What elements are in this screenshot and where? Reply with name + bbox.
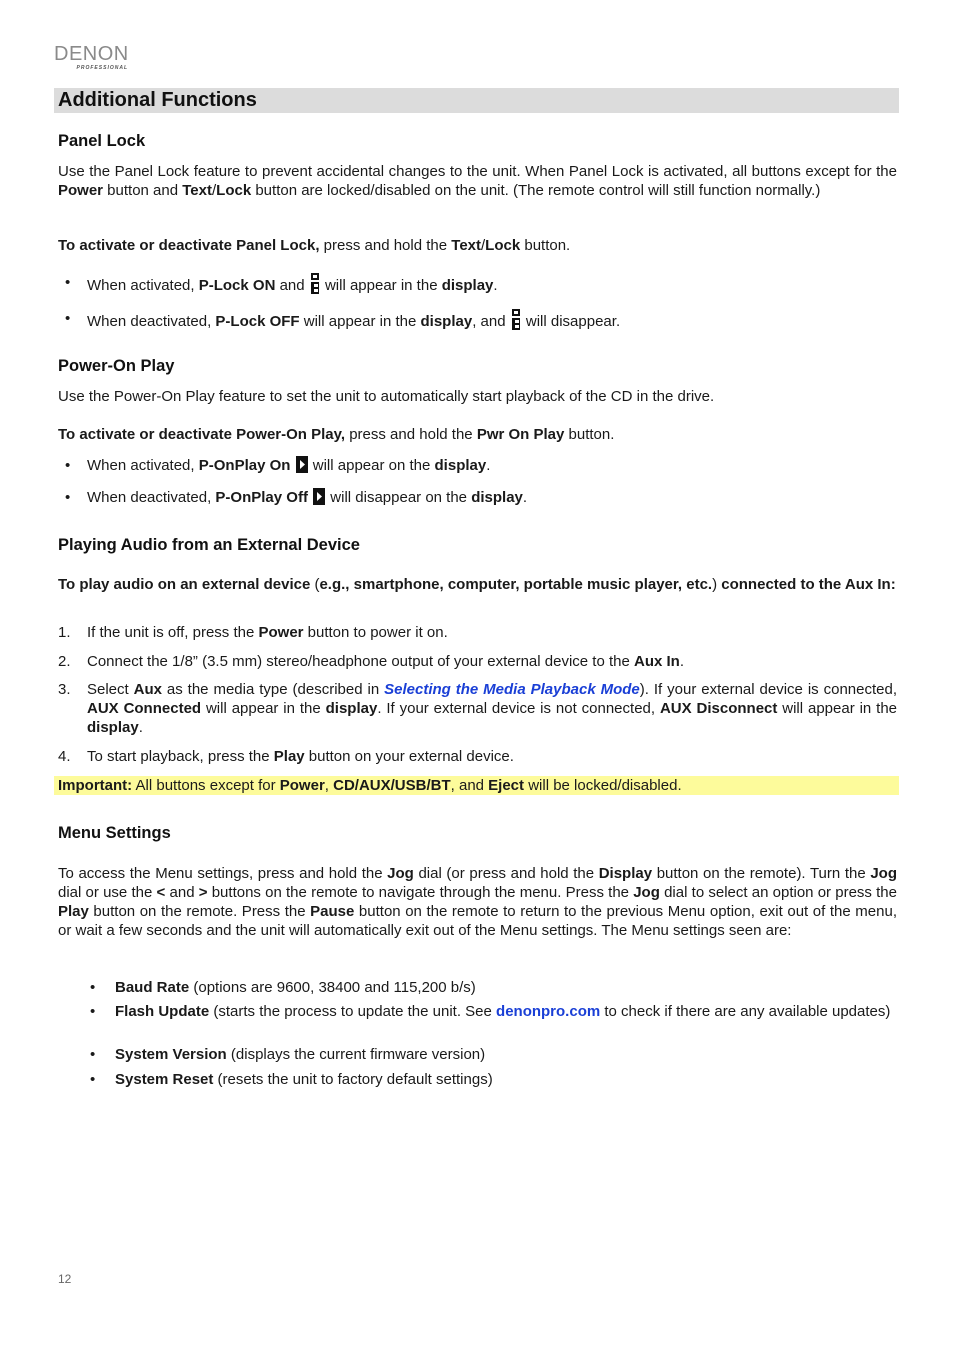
menu-item-system-reset: System Reset (resets the unit to factory default settings) — [115, 1071, 493, 1088]
menu-settings-heading: Menu Settings — [58, 824, 171, 842]
panel-lock-heading: Panel Lock — [58, 132, 146, 150]
bullet-dot: • — [65, 489, 71, 506]
bullet-dot: • — [65, 310, 71, 327]
step-number: 4. — [58, 748, 71, 765]
menu-settings-intro: To access the Menu settings, press and hold the Jog dial (or press and hold the Display button on the remote). Turn the Jog dial or use the < and > buttons on the remote to navigate through the menu. Press the Jog dial to select an option or press the Play button on the remote. Press the Pause button on the remote to return to the previous Menu option, exit out of the menu, or wait a few seconds and the unit will automatically exit out of the Menu settings. The Menu settings seen are: — [58, 865, 897, 939]
bullet-dot: • — [65, 274, 71, 291]
step-1: If the unit is off, press the Power button to power it on. — [87, 624, 448, 641]
step-2: Connect the 1/8” (3.5 mm) stereo/headphone output of your external device to the Aux In. — [87, 653, 685, 670]
important-note: Important: All buttons except for Power, CD/AUX/USB/BT, and Eject will be locked/disabled. — [58, 777, 682, 794]
denonpro-link[interactable]: denonpro.com — [496, 1003, 601, 1020]
power-on-play-intro: Use the Power-On Play feature to set the unit to automatically start playback of the CD in the drive. — [58, 388, 715, 405]
step-number: 3. — [58, 681, 71, 698]
logo-main-text: DENON — [54, 43, 129, 65]
bullet-dot: • — [90, 979, 96, 996]
step-number: 2. — [58, 653, 71, 670]
external-device-heading: Playing Audio from an External Device — [58, 536, 360, 554]
play-icon — [296, 456, 308, 473]
section-title: Additional Functions — [58, 89, 257, 111]
power-on-play-heading: Power-On Play — [58, 357, 175, 375]
selecting-media-playback-mode-link[interactable]: Selecting the Media Playback Mode — [384, 681, 640, 698]
menu-item-system-version: System Version (displays the current firmware version) — [115, 1046, 486, 1063]
panel-lock-icon — [310, 273, 320, 295]
bullet-dot: • — [90, 1046, 96, 1063]
step-4: To start playback, press the Play button on your external device. — [87, 748, 514, 765]
play-icon — [313, 488, 325, 505]
page-number: 12 — [58, 1272, 72, 1286]
logo-sub-text: PROFESSIONAL — [76, 65, 128, 71]
panel-lock-intro: Use the Panel Lock feature to prevent accidental changes to the unit. When Panel Lock is activated, all buttons except for the Power button and Text/Lock button are locked/disabled on the unit. (The remote control will still function normally.) — [58, 163, 897, 199]
bullet-dot: • — [65, 457, 71, 474]
power-on-play-bullet-activated: When activated, P-OnPlay On will appear on the display. — [87, 457, 491, 474]
external-device-intro: To play audio on an external device (e.g., smartphone, computer, portable music player, etc.) connected to the Aux In: — [58, 576, 896, 593]
menu-item-baud-rate: Baud Rate (options are 9600, 38400 and 115,200 b/s) — [115, 979, 476, 996]
bullet-dot: • — [90, 1071, 96, 1088]
bullet-dot: • — [90, 1003, 96, 1020]
section-title-bar — [54, 88, 899, 113]
panel-lock-activate: To activate or deactivate Panel Lock, press and hold the Text/Lock button. — [58, 237, 571, 254]
menu-item-flash-update: Flash Update (starts the process to update the unit. See denonpro.com to check if there are any available updates) — [115, 1003, 891, 1020]
power-on-play-bullet-deactivated: When deactivated, P-OnPlay Off will disappear on the display. — [87, 489, 528, 506]
power-on-play-activate: To activate or deactivate Power-On Play, press and hold the Pwr On Play button. — [58, 426, 615, 443]
panel-lock-bullet-activated: When activated, P-Lock ON and will appear in the display. — [87, 273, 498, 295]
denon-logo — [54, 44, 128, 72]
step-3: Select Aux as the media type (described in Selecting the Media Playback Mode). If your external device is connected, AUX Connected will appear in the display. If your external device is not connected, AUX Disconnect will appear in the display. — [87, 681, 898, 736]
step-number: 1. — [58, 624, 71, 641]
panel-lock-bullet-deactivated: When deactivated, P-Lock OFF will appear in the display, and will disappear. — [87, 309, 620, 331]
panel-lock-icon — [511, 309, 521, 331]
